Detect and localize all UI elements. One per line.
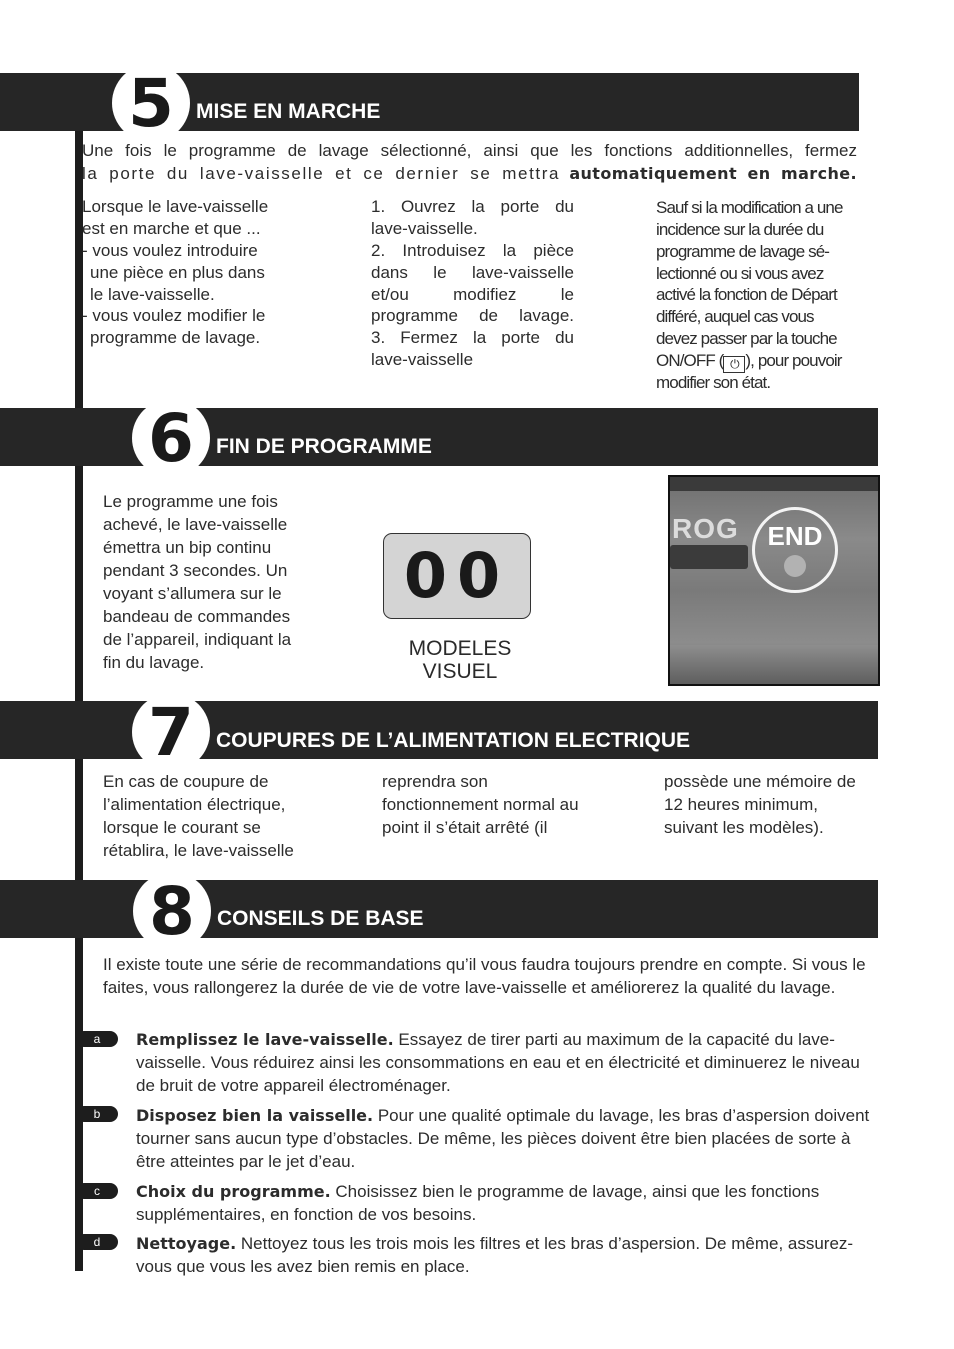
s5-col3-line: activé la fonction de Départ	[656, 285, 837, 304]
s5-col3-line: programme de lavage sé-	[656, 242, 830, 261]
models-label-line-2: VISUEL	[422, 660, 498, 683]
tip-b-text: Pour une qualité optimale du lavage, les bras d’aspersion doivent tourner sans aucun type d’obstacles. De même, les pièces doivent être bien placées de sorte à être atteintes par le jet d’eau.	[136, 1106, 870, 1171]
s6-line: de l’appareil, indiquant la	[103, 630, 292, 649]
tip-b-title: Disposez bien la vaisselle.	[136, 1106, 374, 1125]
photo-display-slot	[670, 545, 748, 569]
s5-intro-line-2-text: la porte du lave-vaisselle et ce dernier se mettra	[82, 164, 561, 183]
s5-col3-line: devez passer par la touche	[656, 329, 837, 348]
tip-a-text: Essayez de tirer parti au maximum de la capacité du lave-vaisselle. Vous réduirez ainsi les consommations en eau et en électricité et diminuerez le niveau de bruit de votre appareil électroménager.	[136, 1030, 860, 1095]
tip-c	[136, 1180, 878, 1226]
s5-col2-line: lave-vaisselle.	[371, 219, 478, 238]
section-7-number: 7	[132, 693, 210, 771]
section-8-header	[0, 880, 878, 938]
section-6-number: 6	[132, 399, 210, 477]
s7-col1-line: lorsque le courant se	[103, 818, 261, 837]
s5-onoff-pre: ON/OFF (	[656, 351, 724, 370]
s6-line: achevé, le lave-vaisselle	[103, 515, 288, 534]
s8-intro: Il existe toute une série de recommandations qu’il vous faudra toujours prendre en compte. Si vous le faites, vous rallongerez la durée de vie de votre lave-vaisselle et améliorerez la qualité du lavage.	[103, 955, 866, 997]
s5-col1-line: - vous voulez modifier le	[82, 306, 266, 325]
s5-col3-line: lectionné ou si vous avez	[656, 264, 824, 283]
tip-a-title: Remplissez le lave-vaisselle.	[136, 1030, 394, 1049]
s6-line: bandeau de commandes	[103, 607, 291, 626]
power-icon: ⏻	[723, 356, 745, 373]
section-8-title: CONSEILS DE BASE	[217, 907, 424, 930]
end-indicator-label: END	[767, 521, 823, 551]
models-label	[380, 637, 540, 683]
s7-col3-line: 12 heures minimum,	[664, 795, 819, 814]
section-8-number: 8	[133, 872, 211, 950]
s5-intro-line-2	[82, 163, 857, 185]
s7-col1-line: rétablira, le lave-vaisselle	[103, 841, 294, 860]
s7-col3-line: suivant les modèles).	[664, 818, 824, 837]
photo-bottom-edge	[670, 645, 878, 685]
s5-col1-line: le lave-vaisselle.	[90, 285, 215, 304]
s5-col1-line: est en marche et que ...	[82, 219, 261, 238]
tip-b-badge: b	[76, 1106, 118, 1122]
photo-prog-label: ROG	[672, 513, 739, 544]
section-5-number: 5	[112, 64, 190, 142]
s5-col2-line: dans le lave-vaisselle	[371, 263, 574, 282]
s5-col3-line: différé, auquel cas vous	[656, 307, 814, 326]
photo-top-strip	[670, 477, 878, 491]
s5-col2-line: lave-vaisselle	[371, 350, 474, 369]
s5-col1-line: - vous voulez introduire	[82, 241, 258, 260]
s6-line: fin du lavage.	[103, 653, 205, 672]
tip-d-text: Nettoyez tous les trois mois les filtres et les bras d’aspersion. De même, assurez-vous que vous les avez bien remis en place.	[136, 1234, 854, 1276]
tip-d-title: Nettoyage.	[136, 1234, 237, 1253]
s5-col2-line: et/ou modifiez le	[371, 285, 574, 304]
s6-line: Le programme une fois	[103, 492, 278, 511]
section-6-title: FIN DE PROGRAMME	[216, 435, 432, 458]
s5-intro-line-1: Une fois le programme de lavage sélectionné, ainsi que les fonctions additionnelles, fermez	[82, 141, 857, 160]
s7-col3-line: possède une mémoire de	[664, 772, 856, 791]
s5-col1-line: Lorsque le lave-vaisselle	[82, 197, 269, 216]
tip-c-badge: c	[76, 1183, 118, 1199]
section-7-title: COUPURES DE L’ALIMENTATION ELECTRIQUE	[216, 729, 691, 752]
tip-a	[136, 1028, 878, 1097]
tip-d	[136, 1232, 878, 1278]
section-5-title: MISE EN MARCHE	[196, 100, 381, 123]
end-led-icon	[784, 555, 806, 577]
s6-line: voyant s’allumera sur le	[103, 584, 282, 603]
s5-col2-line: 2. Introduisez la pièce	[371, 241, 574, 260]
s5-col3-line: incidence sur la durée du	[656, 220, 824, 239]
s5-col3-line: modifier son état.	[656, 373, 771, 392]
s7-col2-line: point il s’était arrêté (il	[382, 818, 548, 837]
tip-a-badge: a	[76, 1031, 118, 1047]
s7-col1-line: En cas de coupure de	[103, 772, 269, 791]
tip-d-badge: d	[76, 1234, 118, 1250]
s5-col2-line: 1. Ouvrez la porte du	[371, 197, 574, 216]
s5-col1-line: une pièce en plus dans	[90, 263, 265, 282]
s5-intro-line-2-bold: automatiquement en marche.	[569, 164, 857, 183]
s5-onoff-post: ), pour pouvoir	[745, 351, 842, 370]
s6-line: émettra un bip continu	[103, 538, 272, 557]
s5-col2-line: programme de lavage.	[371, 306, 574, 325]
tip-c-title: Choix du programme.	[136, 1182, 331, 1201]
s5-col2-line: 3. Fermez la porte du	[371, 328, 574, 347]
digital-display: 00	[383, 533, 531, 619]
tip-c-text: Choisissez bien le programme de lavage, ainsi que les fonctions supplémentaires, en fonction de vos besoins.	[136, 1182, 820, 1224]
s7-col2-line: reprendra son	[382, 772, 488, 791]
s5-col3-line: Sauf si la modification a une	[656, 198, 843, 217]
s6-line: pendant 3 secondes. Un	[103, 561, 288, 580]
s5-col1-line: programme de lavage.	[90, 328, 261, 347]
s7-col2-line: fonctionnement normal au	[382, 795, 579, 814]
models-label-line-1: MODELES	[408, 637, 512, 660]
tip-b	[136, 1104, 878, 1173]
s5-col3-onoff-line	[656, 350, 842, 373]
s7-col1-line: l’alimentation électrique,	[103, 795, 286, 814]
control-panel-photo	[668, 475, 880, 686]
